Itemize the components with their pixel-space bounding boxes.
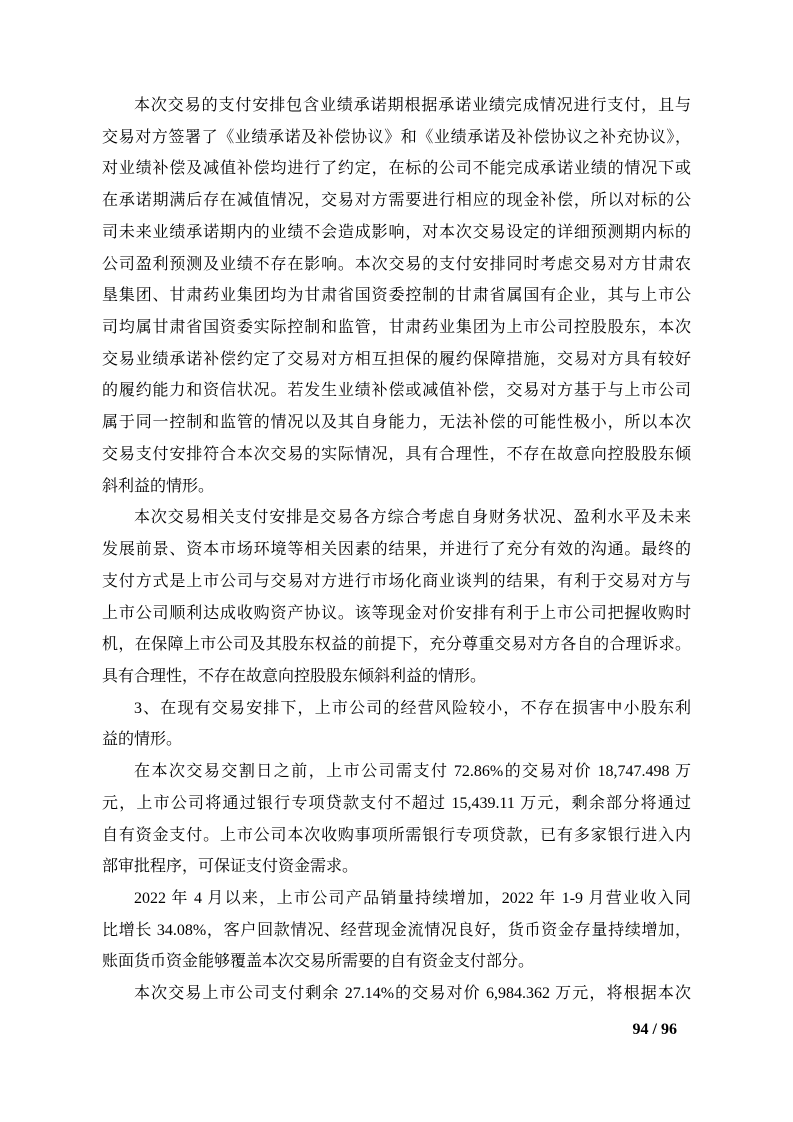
text-line: 本次交易相关支付安排是交易各方综合考虑自身财务状况、盈利水平及未来 bbox=[134, 509, 691, 527]
text-line: 账面货币资金能够覆盖本次交易所需要的自有资金支付部分。 bbox=[102, 953, 535, 971]
text-line: 自有资金支付。上市公司本次收购事项所需银行专项贷款，已有多家银行进入内 bbox=[102, 826, 691, 844]
text-line: 司未来业绩承诺期内的业绩不会造成影响，对本次交易设定的详细预测期内标的 bbox=[102, 223, 691, 241]
text-line: 垦集团、甘肃药业集团均为甘肃省国资委控制的甘肃省属国有企业，其与上市公 bbox=[102, 287, 691, 305]
document-text bbox=[102, 90, 691, 1010]
page-number: 94 / 96 bbox=[632, 1021, 677, 1038]
text-line: 本次交易上市公司支付剩余 27.14%的交易对价 6,984.362 万元，将根据本次 bbox=[134, 985, 691, 1003]
text-line: 的履约能力和资信状况。若发生业绩补偿或减值补偿，交易对方基于与上市公司 bbox=[102, 382, 691, 400]
text-line: 2022 年 4 月以来，上市公司产品销量持续增加，2022 年 1-9 月营业收入同 bbox=[134, 889, 691, 907]
text-line: 元，上市公司将通过银行专项贷款支付不超过 15,439.11 万元，剩余部分将通过 bbox=[102, 794, 691, 812]
text-line: 斜利益的情形。 bbox=[102, 477, 215, 495]
text-line: 对业绩补偿及减值补偿均进行了约定，在标的公司不能完成承诺业绩的情况下或 bbox=[102, 160, 691, 178]
text-line: 支付方式是上市公司与交易对方进行市场化商业谈判的结果，有利于交易对方与 bbox=[102, 572, 691, 590]
text-line: 3、在现有交易安排下，上市公司的经营风险较小，不存在损害中小股东利 bbox=[134, 699, 691, 717]
text-line: 交易业绩承诺补偿约定了交易对方相互担保的履约保障措施，交易对方具有较好 bbox=[102, 350, 691, 368]
text-line: 交易对方签署了《业绩承诺及补偿协议》和《业绩承诺及补偿协议之补充协议》， bbox=[102, 128, 691, 146]
text-line: 本次交易的支付安排包含业绩承诺期根据承诺业绩完成情况进行支付，且与 bbox=[134, 97, 691, 114]
text-line: 比增长 34.08%，客户回款情况、经营现金流情况良好，货币资金存量持续增加， bbox=[102, 921, 691, 939]
text-line: 发展前景、资本市场环境等相关因素的结果，并进行了充分有效的沟通。最终的 bbox=[102, 541, 691, 559]
text-line: 属于同一控制和监管的情况以及其自身能力，无法补偿的可能性极小，所以本次 bbox=[102, 414, 691, 432]
text-line: 公司盈利预测及业绩不存在影响。本次交易的支付安排同时考虑交易对方甘肃农 bbox=[102, 255, 691, 273]
text-line: 在本次交易交割日之前，上市公司需支付 72.86%的交易对价 18,747.498 万 bbox=[134, 763, 691, 781]
text-line: 在承诺期满后存在减值情况，交易对方需要进行相应的现金补偿，所以对标的公 bbox=[102, 192, 691, 210]
text-line: 机，在保障上市公司及其股东权益的前提下，充分尊重交易对方各自的合理诉求。 bbox=[102, 636, 691, 654]
text-line: 司均属甘肃省国资委实际控制和监管，甘肃药业集团为上市公司控股股东，本次 bbox=[102, 319, 691, 337]
text-line: 交易支付安排符合本次交易的实际情况，具有合理性，不存在故意向控股股东倾 bbox=[102, 445, 691, 463]
text-line: 具有合理性，不存在故意向控股股东倾斜利益的情形。 bbox=[102, 667, 487, 685]
text-line: 益的情形。 bbox=[102, 731, 183, 749]
text-line: 上市公司顺利达成收购资产协议。该等现金对价安排有利于上市公司把握收购时 bbox=[102, 604, 691, 622]
text-line: 部审批程序，可保证支付资金需求。 bbox=[102, 858, 359, 876]
